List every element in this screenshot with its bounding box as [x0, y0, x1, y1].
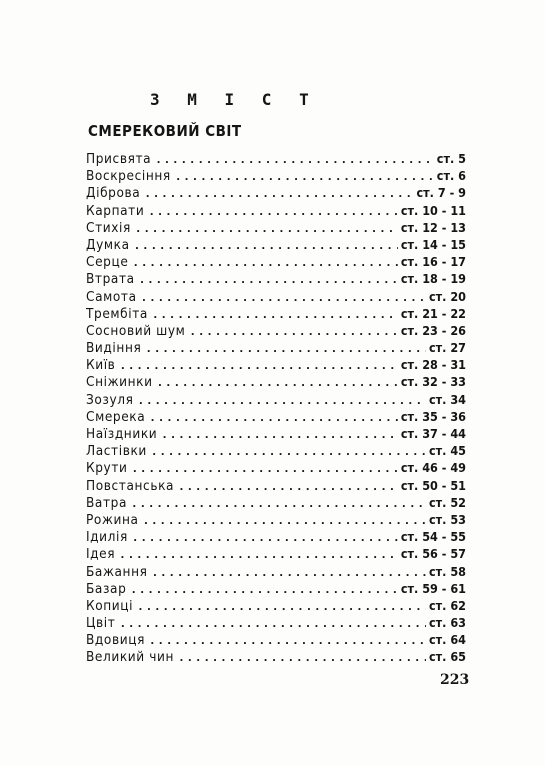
toc-entry: [86, 597, 466, 614]
toc-entry: [86, 288, 466, 305]
toc-entry: [86, 528, 466, 545]
toc-entry: [86, 270, 466, 287]
toc-entry-title: Сосновий шум: [86, 322, 186, 339]
toc-entry: [86, 150, 466, 167]
toc-entry-title: Рожина: [86, 511, 139, 528]
toc-entry: [86, 563, 466, 580]
toc-entry: [86, 219, 466, 236]
toc-entry-page: ст. 52: [428, 494, 466, 510]
toc-entry-title: Втрата: [86, 271, 135, 288]
toc-entry-title: Видіння: [86, 340, 142, 357]
toc-entry: [86, 167, 466, 184]
toc-entry-page: ст. 50 - 51: [400, 477, 466, 493]
dot-leader: [139, 271, 398, 287]
toc-entry: [86, 305, 466, 322]
toc-entry-title: Копиці: [86, 597, 134, 614]
toc-entry-title: Цвіт: [86, 615, 116, 632]
toc-entry-page: ст. 27: [428, 340, 466, 356]
toc-entry-title: Повстанська: [86, 477, 175, 494]
toc-entry-title: Зозуля: [86, 391, 134, 408]
dot-leader: [143, 512, 426, 528]
toc-entry-page: ст. 7 - 9: [416, 185, 466, 201]
dot-leader: [175, 168, 434, 184]
toc-entry-title: Ватра: [86, 494, 128, 511]
toc-entry-title: Ластівки: [86, 443, 147, 460]
toc-entry: [86, 184, 466, 201]
table-of-contents: [86, 150, 466, 666]
dot-leader: [138, 392, 426, 408]
toc-entry-title: Бажання: [86, 563, 148, 580]
toc-entry-title: Вдовиця: [86, 632, 145, 649]
toc-entry-page: ст. 34: [428, 391, 466, 407]
toc-entry-page: ст. 63: [428, 615, 466, 631]
toc-entry: [86, 545, 466, 562]
toc-entry: [86, 391, 466, 408]
toc-entry-title: Смерека: [86, 408, 146, 425]
toc-entry: [86, 494, 466, 511]
dot-leader: [119, 615, 426, 631]
dot-leader: [152, 306, 398, 322]
dot-leader: [132, 254, 397, 270]
dot-leader: [134, 237, 398, 253]
dot-leader: [145, 340, 426, 356]
toc-entry: [86, 459, 466, 476]
dot-leader: [152, 564, 426, 580]
toc-entry-page: ст. 46 - 49: [400, 460, 466, 476]
dot-leader: [141, 289, 426, 305]
dot-leader: [157, 374, 398, 390]
section-title: СМЕРЕКОВИЙ СВІТ: [88, 122, 242, 140]
toc-entry-title: Воскресіння: [86, 168, 171, 185]
toc-entry-page: ст. 12 - 13: [400, 219, 466, 235]
dot-leader: [137, 598, 426, 614]
toc-entry-page: ст. 21 - 22: [400, 305, 466, 321]
toc-entry-page: ст. 5: [436, 151, 466, 166]
toc-entry-title: Діброва: [86, 185, 141, 202]
toc-entry-title: Сніжинки: [86, 374, 153, 391]
dot-leader: [149, 409, 398, 425]
toc-entry-title: Присвята: [86, 151, 152, 167]
dot-leader: [119, 357, 397, 373]
toc-entry-page: ст. 28 - 31: [400, 357, 466, 373]
toc-entry-title: Великий чин: [86, 649, 175, 666]
dot-leader: [178, 478, 398, 494]
toc-entry-page: ст. 10 - 11: [400, 202, 466, 218]
toc-entry: [86, 408, 466, 425]
page-number: 223: [440, 672, 470, 688]
toc-entry: [86, 511, 466, 528]
toc-entry: [86, 631, 466, 648]
dot-leader: [161, 426, 398, 442]
dot-leader: [155, 151, 434, 167]
toc-entry: [86, 373, 466, 390]
dot-leader: [119, 546, 398, 562]
toc-entry: [86, 356, 466, 373]
dot-leader: [144, 185, 413, 201]
dot-leader: [178, 649, 426, 665]
toc-entry: [86, 339, 466, 356]
toc-entry-title: Базар: [86, 580, 127, 597]
toc-entry: [86, 202, 466, 219]
dot-leader: [131, 460, 397, 476]
toc-entry: [86, 580, 466, 597]
toc-entry-title: Думка: [86, 236, 130, 253]
toc-entry-title: Ідея: [86, 546, 116, 563]
toc-entry-page: ст. 54 - 55: [400, 529, 466, 545]
dot-leader: [149, 632, 426, 648]
toc-entry-page: ст. 59 - 61: [400, 580, 466, 596]
toc-entry: [86, 648, 466, 665]
dot-leader: [189, 323, 397, 339]
toc-entry-title: Стихія: [86, 219, 131, 236]
toc-entry-page: ст. 64: [428, 632, 466, 648]
dot-leader: [131, 495, 426, 511]
toc-entry: [86, 477, 466, 494]
dot-leader: [132, 529, 398, 545]
toc-entry-page: ст. 56 - 57: [400, 546, 466, 562]
toc-entry-page: ст. 62: [428, 597, 466, 613]
toc-entry-page: ст. 6: [436, 168, 466, 184]
toc-entry: [86, 322, 466, 339]
toc-entry-page: ст. 32 - 33: [400, 374, 466, 390]
dot-leader: [148, 203, 398, 219]
toc-entry-title: Ідилія: [86, 529, 128, 546]
dot-leader: [135, 220, 398, 236]
toc-entry-page: ст. 35 - 36: [400, 408, 466, 424]
toc-entry-page: ст. 16 - 17: [400, 254, 466, 270]
toc-entry-page: ст. 20: [428, 288, 466, 304]
toc-entry: [86, 236, 466, 253]
toc-entry-title: Київ: [86, 357, 116, 374]
toc-entry: [86, 253, 466, 270]
toc-entry-title: Трембіта: [86, 305, 148, 322]
toc-entry: [86, 425, 466, 442]
toc-entry-page: ст. 14 - 15: [400, 236, 466, 252]
toc-entry-page: ст. 45: [428, 443, 466, 459]
dot-leader: [151, 443, 426, 459]
toc-entry-page: ст. 37 - 44: [400, 426, 466, 441]
toc-entry-title: Наїздники: [86, 426, 158, 442]
toc-entry-title: Серце: [86, 254, 129, 271]
toc-entry-title: Крути: [86, 460, 128, 477]
contents-heading: З М І С Т: [150, 90, 318, 109]
dot-leader: [130, 581, 397, 597]
toc-entry-page: ст. 65: [428, 649, 466, 665]
toc-entry-title: Карпати: [86, 202, 145, 219]
toc-entry: [86, 442, 466, 459]
toc-entry: [86, 614, 466, 631]
toc-entry-page: ст. 53: [428, 511, 466, 527]
toc-entry-page: ст. 58: [428, 563, 466, 579]
toc-entry-title: Самота: [86, 288, 137, 305]
toc-entry-page: ст. 18 - 19: [400, 271, 466, 287]
toc-entry-page: ст. 23 - 26: [400, 322, 466, 338]
